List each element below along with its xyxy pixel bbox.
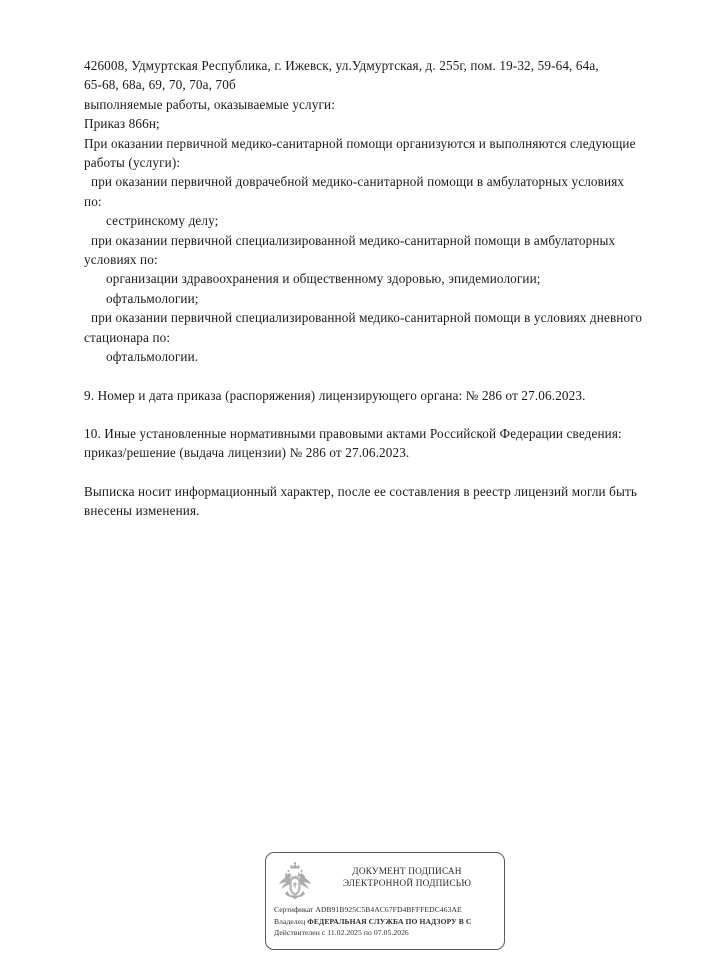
address-line-2: 65-68, 68а, 69, 70, 70а, 70б	[84, 77, 236, 93]
stamp-heading-line-1: ДОКУМЕНТ ПОДПИСАН	[352, 867, 462, 877]
spacer	[84, 367, 684, 386]
works-services-label: выполняемые работы, оказываемые услуги:	[84, 96, 336, 112]
service-detail: офтальмологии;	[106, 290, 199, 306]
service-item: при оказании первичной доврачебной медико-санитарной помощи в амбулаторных условиях	[91, 174, 625, 190]
russian-coat-of-arms-icon	[274, 861, 316, 903]
document-body	[84, 56, 684, 521]
clause-9-line-1: 9. Номер и дата приказа (распоряжения) лицензирующего органа: № 286 от 27.06.2023.	[84, 387, 586, 403]
certificate-label: Сертификат	[274, 905, 314, 914]
clause-10-line-2: приказ/решение (выдача лицензии) № 286 от 27.06.2023.	[84, 445, 410, 461]
disclaimer-line-2: внесены изменения.	[84, 503, 200, 519]
service-item-wrap: условиях по:	[84, 252, 158, 268]
stamp-header	[266, 853, 504, 903]
service-detail: организации здравоохранения и общественному здоровью, эпидемиологии;	[106, 271, 541, 287]
stamp-heading-text	[316, 860, 498, 890]
service-detail: офтальмологии.	[106, 349, 199, 365]
service-item-wrap: стационара по:	[84, 329, 171, 345]
stamp-heading-line-2: ЭЛЕКТРОННОЙ ПОДПИСЬЮ	[342, 879, 472, 890]
owner-value: ФЕДЕРАЛЬНАЯ СЛУЖБА ПО НАДЗОРУ В С	[307, 916, 472, 926]
digital-signature-stamp	[265, 852, 505, 950]
clause-10-line-1: 10. Иные установленные нормативными правовыми актами Российской Федерации сведения:	[84, 425, 622, 441]
service-item: при оказании первичной специализированной медико-санитарной помощи в условиях дневного	[91, 310, 643, 326]
service-item: при оказании первичной специализированной медико-санитарной помощи в амбулаторных	[91, 232, 616, 248]
address-line-1: 426008, Удмуртская Республика, г. Ижевск, ул.Удмуртская, д. 255г, пом. 19-32, 59-64, 64а,	[84, 58, 599, 73]
certificate-value: ADB91B925C5B4AC67FD4BFFFEDC463AE	[315, 905, 462, 914]
intro-line-1: При оказании первичной медико-санитарной помощи организуются и выполняются следующие	[84, 135, 636, 151]
owner-line	[274, 916, 498, 928]
order-number-line: Приказ 866н;	[84, 116, 160, 132]
intro-line-2: работы (услуги):	[84, 155, 181, 171]
disclaimer-line-1: Выписка носит информационный характер, после ее составления в реестр лицензий могли быть	[84, 483, 638, 499]
owner-label: Владелец	[274, 916, 306, 926]
certificate-line	[274, 904, 498, 916]
spacer	[84, 405, 684, 424]
spacer	[84, 463, 684, 482]
validity-line: Действителен с 11.02.2025 по 07.05.2026	[274, 928, 409, 938]
service-detail: сестринскому делу;	[106, 213, 219, 229]
stamp-details	[266, 903, 504, 939]
service-item-wrap: по:	[84, 193, 102, 209]
